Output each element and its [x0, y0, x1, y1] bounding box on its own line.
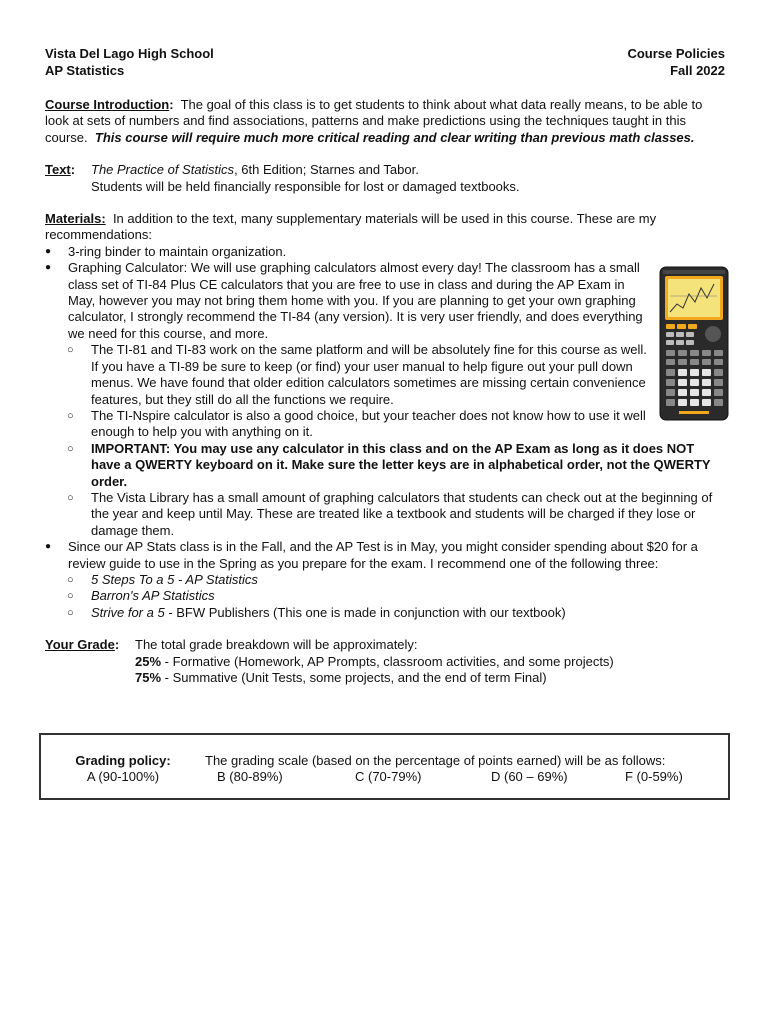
course-introduction: Course Introduction: The goal of this class is to get students to think about what data really means, to be able to look at sets of numbers and find associations, patterns and make predictions using the techniques taught in this course. This course will require much more critical reading and clear writing than previous math classes. — [45, 97, 703, 145]
binder-text: 3-ring binder to maintain organization. — [68, 243, 287, 259]
text-section: Text: The Practice of Statistics, 6th Edition; Starnes and Tabor. Students will be held financially responsible for lost or damaged textbooks. — [45, 162, 520, 194]
list-item — [45, 260, 725, 539]
intro-emphasis: This course will require much more critical reading and clear writing than previous math classes. — [94, 129, 695, 145]
list-item — [45, 572, 725, 588]
term: Fall 2022 — [670, 62, 725, 78]
nspire-text: The TI-Nspire calculator is also a good choice, but your teacher does not know how to use it well enough to help you with anything on it. — [91, 407, 646, 440]
intro-label: Course Introduction — [45, 97, 170, 112]
materials-list — [45, 244, 725, 621]
document-header — [45, 46, 725, 79]
grade-f: F (0-59%) — [625, 769, 683, 784]
school-name: Vista Del Lago High School — [45, 46, 214, 61]
review-guide-text: Since our AP Stats class is in the Fall, and the AP Test is in May, you might consider spending about $20 for a review guide to use in the Spring as you prepare for the exam. I recommend one of the following three: — [68, 539, 698, 571]
list-item — [45, 408, 725, 441]
grade-intro: The total grade breakdown will be approximately: — [135, 637, 418, 653]
guide-3-details: - BFW Publishers (This one is made in conjunction with our textbook) — [164, 604, 566, 620]
grade-section: Your Grade: The total grade breakdown will be approximately: 25% - Formative (Homework, AP Prompts, classroom activities, and some projects) 75% - Summative (Unit Tests, some projects, and the end of term Final) — [45, 637, 725, 686]
ti81-text: The TI-81 and TI-83 work on the same platform and will be absolutely fine for this course as well. If you have a TI-89 be sure to keep (or find) your user manual to help figure out your pull down menus. We have found that older edition calculators sometimes are missing certain convenience features, but they still do all the functions we require. — [91, 342, 647, 407]
grade-summative — [45, 670, 725, 686]
course-name: AP Statistics — [45, 62, 125, 78]
intro-text: The goal of this class is to get students to think about what data really means, to be able to look at sets of numbers and find associations, patterns and make predictions using the techniques taught in this course. — [45, 97, 703, 145]
textbook-note: Students will be held financially responsible for lost or damaged textbooks. — [91, 178, 520, 194]
document-page — [45, 46, 725, 686]
materials-intro: In addition to the text, many supplementary materials will be used in this course. These are my recommendations: — [45, 211, 657, 243]
list-item — [45, 490, 725, 539]
list-item — [45, 588, 725, 604]
grade-label: Your Grade — [45, 637, 115, 653]
grade-a: A (90-100%) — [86, 769, 160, 784]
book-details: , 6th Edition; Starnes and Tabor. — [234, 162, 419, 178]
list-item — [45, 244, 725, 260]
list-item — [45, 605, 725, 621]
grading-policy-title: Grading policy: — [75, 753, 171, 768]
header-left — [45, 46, 214, 79]
materials-label: Materials: — [45, 211, 106, 227]
header-right — [627, 46, 725, 79]
calculator-text: Graphing Calculator: We will use graphing calculators almost every day! The classroom has a small class set of TI-84 Plus CE calculators that you are free to use in class and during the AP Exam in May, however you may not bring them home with you. If you are planning to get your own graphing calculator, I strongly recommend the TI-84 (any version). It is very user friendly, and does everything we need for this course, and more. — [68, 260, 643, 341]
grading-policy-title-col — [63, 753, 183, 785]
materials-section — [45, 211, 725, 621]
important-text: IMPORTANT: You may use any calculator in this class and on the AP Exam as long as it does NOT have a QWERTY keyboard on it. Make sure the letter keys are in alphabetical order, not the QWERTY order. — [91, 440, 711, 489]
calculator-sublist — [45, 342, 725, 539]
grading-scale-col — [205, 753, 705, 769]
library-text: The Vista Library has a small amount of graphing calculators that students can check out at the beginning of the year and keep until May. These are treated like a textbook and students will be charged if they lose or damage them. — [91, 489, 713, 538]
grade-b: B (80-89%) — [217, 769, 283, 784]
list-item — [45, 342, 725, 408]
book-title: The Practice of Statistics — [91, 162, 235, 178]
grading-policy-box — [39, 733, 730, 800]
summative-text: - Summative (Unit Tests, some projects, and the end of term Final) — [161, 670, 547, 685]
review-guide-list — [45, 572, 725, 621]
formative-text: - Formative (Homework, AP Prompts, classroom activities, and some projects) — [161, 653, 614, 669]
grade-c: C (70-79%) — [355, 769, 422, 784]
guide-2: Barron's AP Statistics — [91, 588, 215, 604]
guide-1: 5 Steps To a 5 - AP Statistics — [91, 571, 258, 587]
document-title: Course Policies — [627, 46, 725, 61]
list-item — [45, 539, 725, 621]
grade-d: D (60 – 69%) — [491, 769, 568, 784]
grading-scale-intro: The grading scale (based on the percentage of points earned) will be as follows: — [205, 753, 666, 768]
list-item — [45, 441, 725, 490]
text-label: Text — [45, 162, 71, 178]
grade-formative — [45, 654, 725, 670]
summative-percent: 75% — [135, 670, 162, 685]
formative-percent: 25% — [135, 653, 162, 669]
guide-3-title: Strive for a 5 — [91, 604, 165, 620]
